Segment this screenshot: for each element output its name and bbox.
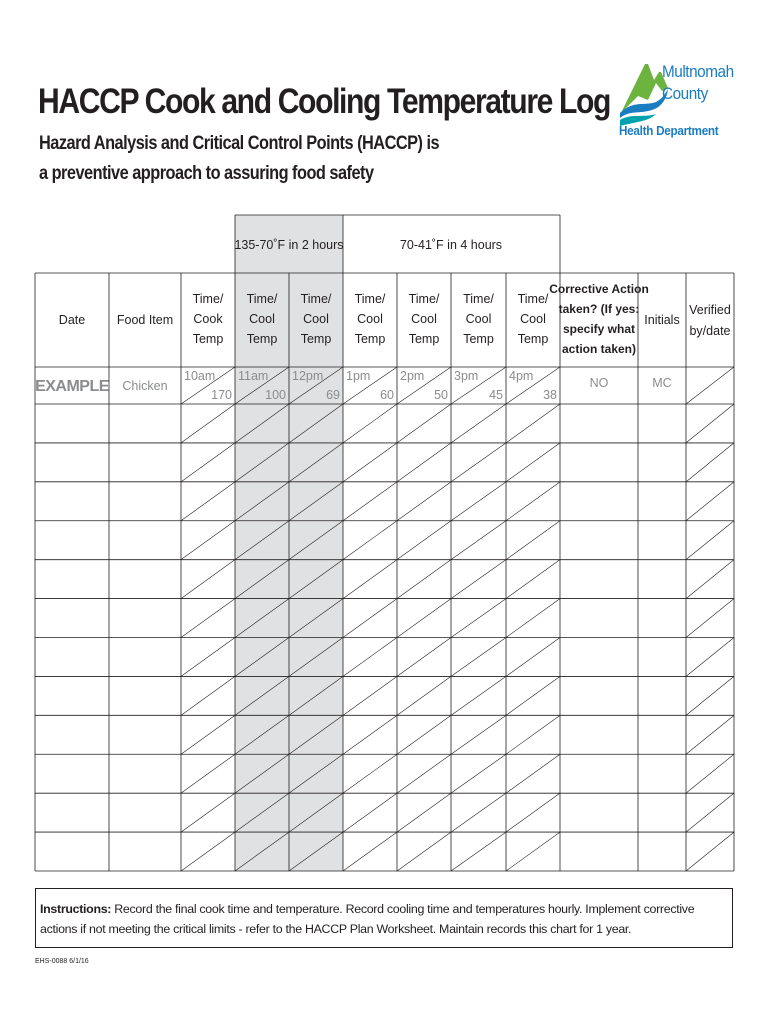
cell-slash [686,793,734,832]
cell-slash [686,599,734,638]
cell-slash [181,482,235,521]
form-code: EHS-0088 6/1/16 [35,958,89,965]
cell-slash [181,560,235,599]
cell-slash [181,715,235,754]
column-header-corrective-line-3: specify what [562,322,636,336]
cell-slash [343,521,397,560]
cell-slash [343,443,397,482]
example-temp: 45 [489,388,503,402]
time-column-header-text: Cool [411,312,437,326]
time-column-header-text: Time/ [300,292,332,306]
cell-slash [686,443,734,482]
group-header-2-hours: 135-70˚F in 2 hours [234,238,344,252]
time-column-header-text: Time/ [517,292,549,306]
cell-slash [686,754,734,793]
cell-slash [343,482,397,521]
cell-slash [181,599,235,638]
example-temp: 69 [326,388,340,402]
cell-slash [343,754,397,793]
cell-slash [506,404,560,443]
cell-slash [686,482,734,521]
subtitle-line-2: a preventive approach to assuring food safety [39,163,374,184]
cell-slash [451,521,506,560]
time-column-header-text: Cool [303,312,329,326]
cell-slash [451,793,506,832]
cell-slash [343,715,397,754]
cell-slash [686,676,734,715]
cell-slash [343,638,397,677]
example-time: 11am [238,369,269,383]
cell-slash [451,638,506,677]
cell-slash [181,754,235,793]
cell-slash [343,676,397,715]
example-time: 10am [184,369,216,383]
cell-slash [181,638,235,677]
time-column-header-text: Temp [354,332,386,346]
cell-slash [451,482,506,521]
cell-slash [506,832,560,871]
cell-slash [686,521,734,560]
time-column-header-text: Time/ [463,292,494,306]
instructions-box [35,888,733,948]
cell-slash [451,560,506,599]
time-column-header-text: Temp [517,332,549,346]
example-time: 2pm [400,369,425,383]
column-header-initials: Initials [644,313,680,327]
time-column-header-text: Cool [249,312,275,326]
cell-slash [397,638,451,677]
cell-slash [397,560,451,599]
cell-slash [451,754,506,793]
example-temp: 60 [380,388,394,402]
time-column-header-text: Cool [357,312,383,326]
cell-slash [506,599,560,638]
time-column-header-text: Temp [463,332,494,346]
cell-slash [451,443,506,482]
example-time: 3pm [454,369,479,383]
cell-slash [506,482,560,521]
cell-slash [343,599,397,638]
example-corrective: NO [589,376,609,390]
cell-slash [181,793,235,832]
example-food: Chicken [122,379,168,393]
cell-slash [397,443,451,482]
subtitle-line-1: Hazard Analysis and Critical Control Points (HACCP) is [39,133,440,154]
cell-slash [686,404,734,443]
cell-slash [686,832,734,871]
cell-slash [397,676,451,715]
cell-slash [686,560,734,599]
time-column-header-text: Temp [246,332,278,346]
cell-slash [343,793,397,832]
time-column-header-text: Time/ [408,292,440,306]
logo-department: Health Department [619,123,719,138]
cell-slash [506,560,560,599]
cell-slash [506,715,560,754]
cell-slash [686,638,734,677]
column-header-food-item: Food Item [116,313,174,327]
time-column-header-text: Time/ [246,292,278,306]
cell-slash [506,676,560,715]
cell-slash [397,715,451,754]
cell-slash [343,560,397,599]
time-column-header-text: Cool [465,312,492,326]
example-label: EXAMPLE [35,378,109,395]
column-header-verified-line-1: Verified [689,303,731,317]
logo-name-line-1: Multnomah [662,62,734,81]
cell-slash [506,793,560,832]
time-column-header-text: Temp [300,332,332,346]
cell-slash [686,367,734,404]
time-column-header-text: Time/ [354,292,386,306]
example-temp: 50 [434,388,448,402]
time-column-header-text: Time/ [192,292,224,306]
cell-slash [506,521,560,560]
cell-slash [181,443,235,482]
cell-slash [506,754,560,793]
example-time: 12pm [292,369,324,383]
cell-slash [181,521,235,560]
cell-slash [343,832,397,871]
cell-slash [451,715,506,754]
cell-slash [397,599,451,638]
cell-slash [686,715,734,754]
cell-slash [181,832,235,871]
instructions-label: Instructions: [40,902,112,916]
cell-slash [397,482,451,521]
cell-slash [451,676,506,715]
column-header-date: Date [58,313,86,327]
cell-slash [181,404,235,443]
cell-slash [397,793,451,832]
cell-slash [451,404,506,443]
cell-slash [506,638,560,677]
cell-slash [397,521,451,560]
cell-slash [397,404,451,443]
logo-name-line-2: County [662,84,708,103]
time-column-header-text: Temp [192,332,224,346]
group-header-4-hours: 70-41˚F in 4 hours [399,238,503,252]
column-header-verified-line-2: by/date [689,324,731,338]
cell-slash [506,443,560,482]
example-temp: 38 [543,388,557,402]
example-temp: 100 [265,388,286,402]
column-header-corrective-line-4: action taken) [561,342,637,356]
cell-slash [397,832,451,871]
column-header-corrective-line-2: taken? (If yes: [558,302,640,316]
time-column-header-text: Temp [408,332,440,346]
cell-slash [343,404,397,443]
example-time: 4pm [509,369,534,383]
cell-slash [451,832,506,871]
example-initials: MC [652,376,672,390]
cell-slash [397,754,451,793]
time-column-header-text: Cool [520,312,546,326]
cell-slash [451,599,506,638]
example-time: 1pm [346,369,371,383]
column-header-corrective-line-1: Corrective Action [549,282,649,296]
cell-slash [181,676,235,715]
instructions-text: Record the final cook time and temperature. Record cooling time and temperatures hourly. Implement corrective actions if not meeting the critical limits - refer to the HACCP Plan Worksheet. Maintain records this chart for 1 year. [40,902,695,936]
time-column-header-text: Cook [193,312,223,326]
example-temp: 170 [211,388,232,402]
page-title: HACCP Cook and Cooling Temperature Log [38,82,611,121]
